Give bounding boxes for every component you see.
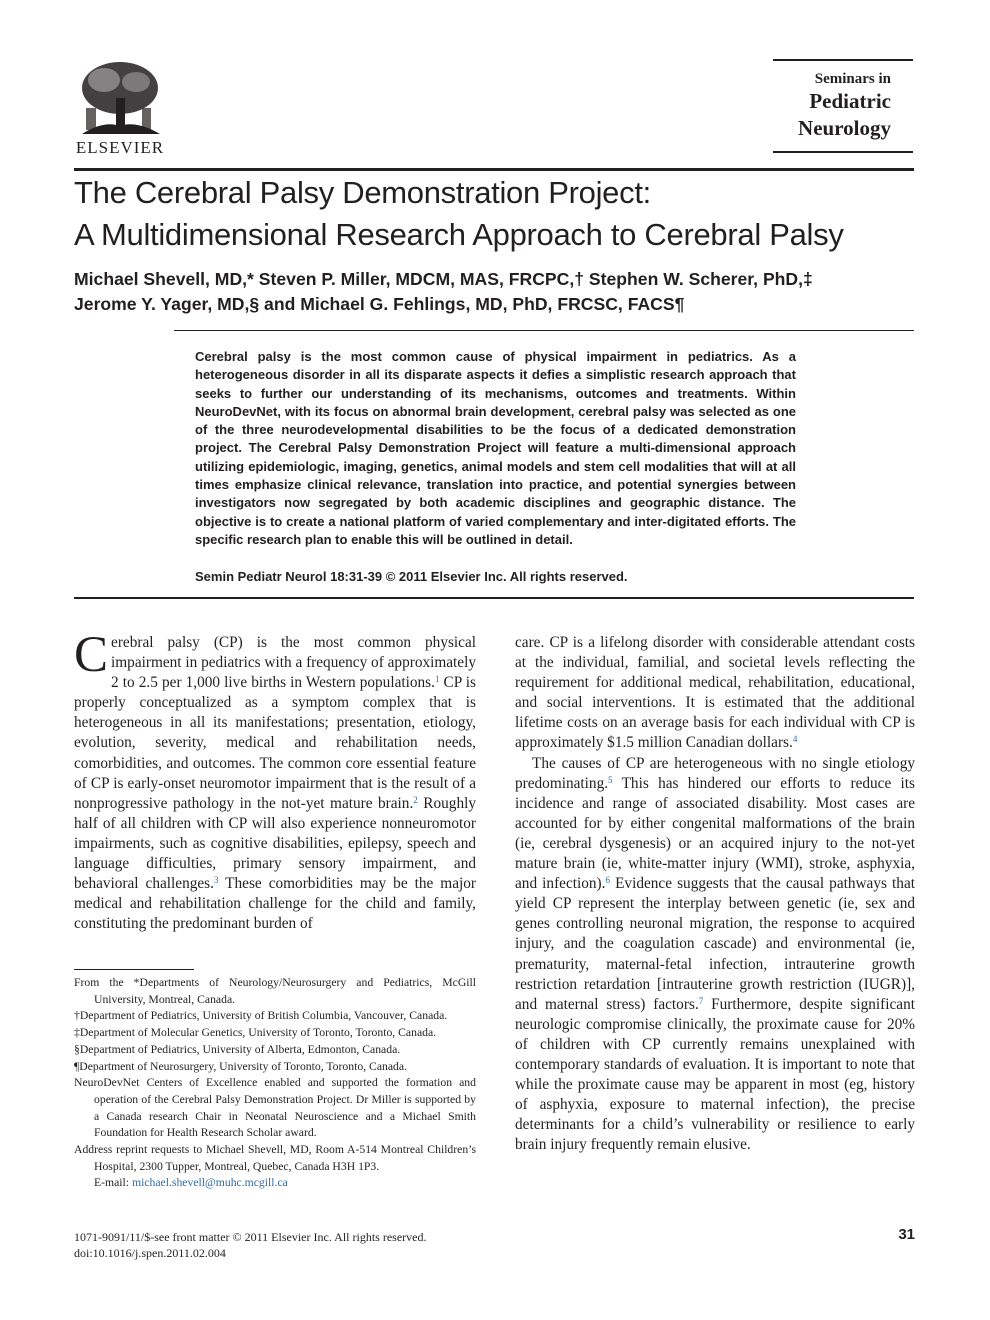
abstract-divider — [74, 597, 914, 599]
page-footer — [74, 1229, 494, 1261]
footnote-affiliation: ¶Department of Neurosurgery, University of Toronto, Toronto, Canada. — [74, 1059, 407, 1073]
email-label: E-mail: — [94, 1176, 132, 1190]
authors-divider — [174, 330, 914, 331]
publisher-name: ELSEVIER — [75, 138, 165, 157]
journal-name-line2: Pediatric — [809, 89, 891, 113]
paragraph-text: Roughly half of all children with CP will also experience nonneuromotor impairments, such as cognitive disabilities, epilepsy, speech and language difficulties, primary sensory impairment, and behavioral challenges. — [74, 794, 476, 893]
paragraph-text: erebral palsy (CP) is the most common physical impairment in pediatrics with a frequency of approximately 2 to 2.5 per 1,000 live births in Western populations. — [111, 634, 476, 692]
page-number: 31 — [898, 1226, 915, 1243]
copyright-line: 1071-9091/11/$-see front matter © 2011 Elsevier Inc. All rights reserved. — [74, 1230, 427, 1244]
body-column-left — [74, 627, 476, 934]
footnote-affiliation: †Department of Pediatrics, University of British Columbia, Vancouver, Canada. — [74, 1009, 448, 1023]
reference-link[interactable]: 3 — [213, 875, 219, 886]
journal-masthead — [773, 59, 913, 153]
reference-link[interactable]: 5 — [608, 774, 613, 785]
body-paragraph — [515, 754, 915, 1156]
journal-name-line3: Neurology — [798, 116, 891, 140]
paragraph-text: CP is properly conceptualized as a symptom complex that is heterogeneous in all its manifestations; presentation, etiology, evolution, severity, medical and rehabilitation needs, comorbidities, and outcomes. The common core essential feature of CP is early-onset neuromotor impairment that is the result of a nonprogressive pathology in the not-yet mature brain. — [74, 674, 476, 812]
elsevier-tree-logo-icon — [74, 58, 166, 136]
drop-cap: C — [74, 627, 109, 683]
reference-link[interactable]: 6 — [605, 875, 610, 886]
header-divider — [74, 168, 914, 171]
footnote-affiliation: §Department of Pediatrics, University of Alberta, Edmonton, Canada. — [74, 1042, 401, 1056]
publisher-logo — [74, 58, 166, 158]
paragraph-text: care. CP is a lifelong disorder with considerable attendant costs at the individual, familial, and societal levels reflecting the requirement for additional medical, rehabilitation, educational, and social interventions. It is estimated that the additional lifetime costs on an average basis for each individual with CP is approximately $1.5 million Canadian dollars. — [515, 634, 915, 752]
footnote-affiliation: ‡Department of Molecular Genetics, University of Toronto, Toronto, Canada. — [74, 1026, 437, 1040]
paragraph-text: Evidence suggests that the causal pathways that yield CP represent the interplay between genetic (ie, sex and genes controlling neuronal migration, the response to acquired injury, and the coagulation cascade) and environmental (ie, prematurity, maternal-fetal infection, intrauterine growth restriction retardation [intrauterine growth restriction (IUGR)], and maternal stress) factors. — [515, 875, 915, 1013]
reference-link[interactable]: 1 — [434, 674, 440, 685]
authors-line1: Michael Shevell, MD,* Steven P. Miller, MDCM, MAS, FRCPC,† Stephen W. Scherer, PhD,‡ — [74, 269, 813, 289]
article-title-line1: The Cerebral Palsy Demonstration Project: — [74, 175, 651, 210]
body-paragraph — [515, 633, 915, 754]
abstract: Cerebral palsy is the most common cause of physical impairment in pediatrics. As a heterogeneous disorder in all its disparate aspects it defies a simplistic research approach that seeks to further our understanding of its mechanisms, outcomes and treatments. Within NeuroDevNet, with its focus on abnormal brain development, cerebral palsy was selected as one of the three neurodevelopmental disabilities to be the focus of a dedicated demonstration project. The Cerebral Palsy Demonstration Project will feature a multi-dimensional approach utilizing epidemiologic, imaging, genetics, animal models and stem cell modalities that will at all times emphasize clinical relevance, translation into practice, and potential synergies between investigators now segregated by both academic disciplines and geographic distance. The objective is to create a national platform of varied complementary and inter-digitated efforts. The specific research plan to enable this will be outlined in detail. — [195, 349, 796, 547]
paragraph-text: The causes of CP are heterogeneous with no single etiology predominating. — [515, 754, 915, 792]
authors-line2: Jerome Y. Yager, MD,§ and Michael G. Fehlings, MD, PhD, FRCSC, FACS¶ — [74, 294, 685, 314]
email-link[interactable]: michael.shevell@muhc.mcgill.ca — [131, 1176, 288, 1190]
article-title-line2: A Multidimensional Research Approach to Cerebral Palsy — [74, 217, 844, 252]
article-title — [74, 172, 914, 256]
body-paragraph — [74, 627, 476, 934]
citation: Semin Pediatr Neurol 18:31-39 © 2011 Elsevier Inc. All rights reserved. — [195, 569, 628, 584]
doi-line: doi:10.1016/j.spen.2011.02.004 — [74, 1246, 226, 1260]
paragraph-text: This has hindered our efforts to reduce its incidence and range of associated disability. Most cases are accounted for by either congenital malformations of the brain (ie, cerebral dysgenesis) or an acquired injury to the not-yet mature brain (ie, white-matter injury (WMI), stroke, asphyxia, and infection). — [515, 774, 915, 893]
reference-link[interactable]: 7 — [698, 995, 704, 1006]
reprint-address-text: Address reprint requests to Michael Shevell, MD, Room A-514 Montreal Children’s Hospital, 2300 Tupper, Montreal, Quebec, Canada H3H 1P3. — [74, 1143, 476, 1173]
paragraph-text: Furthermore, despite significant neurologic compromise clinically, the proximate cause for 20% of children with CP currently remains unexplained with contemporary standards of evaluation. It is important to note that while the proximate cause may be apparent in most (eg, history of asphyxia, exposure to maternal infection), the precise determinants for a child’s vulnerability or resilience to early brain injury frequently remain elusive. — [515, 995, 915, 1154]
body-column-right — [515, 633, 915, 1155]
reference-link[interactable]: 2 — [413, 794, 418, 805]
footnote-affiliation: From the *Departments of Neurology/Neurosurgery and Pediatrics, McGill University, Montreal, Canada. — [74, 976, 476, 1006]
reference-link[interactable]: 4 — [792, 734, 798, 745]
journal-name-line1: Seminars in — [814, 71, 891, 87]
author-list — [74, 267, 914, 317]
footnote-funding: NeuroDevNet Centers of Excellence enabled and supported the formation and operation of the Cerebral Palsy Demonstration Project. Dr Miller is supported by a Canada research Chair in Neonatal Neuroscience and a Michael Smith Foundation for Health Research Scholar award. — [74, 1076, 476, 1140]
footnote-divider — [74, 969, 194, 970]
footnote-reprint-address — [74, 1142, 476, 1192]
footnotes — [74, 975, 476, 1192]
paragraph-text: These comorbidities may be the major medical and rehabilitation challenge for the child and family, constituting the predominant burden of — [74, 875, 476, 933]
